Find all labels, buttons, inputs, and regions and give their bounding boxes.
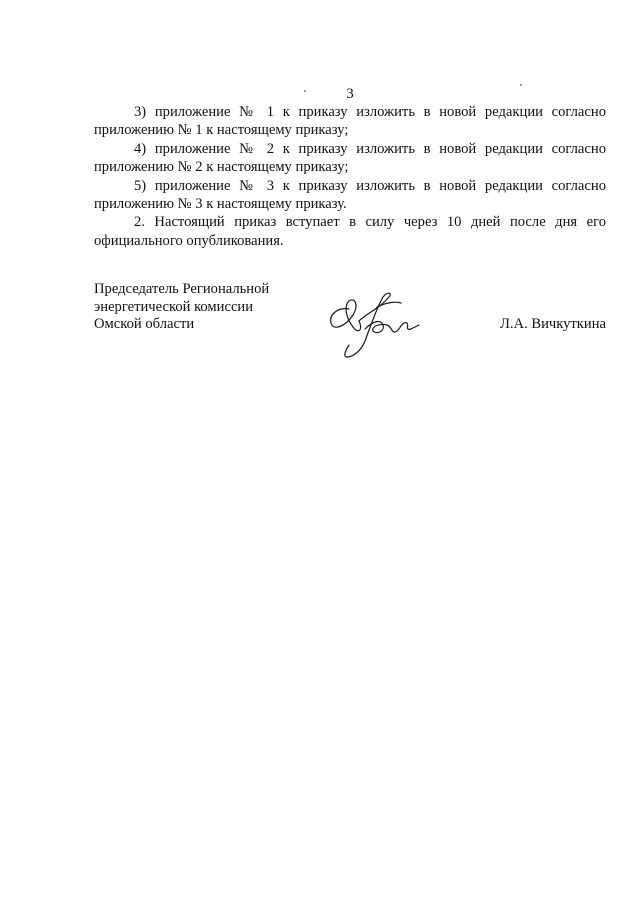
paragraph: 3) приложение № 1 к приказу изложить в новой редакции согласно приложению № 1 к настоящему приказу; [94, 104, 606, 139]
body-text [94, 103, 606, 250]
signature-strokes [331, 293, 419, 357]
signature-block [94, 281, 606, 381]
signer-title-line: энергетической комиссии [94, 298, 254, 315]
paragraph: 2. Настоящий приказ вступает в силу через 10 дней после дня его официального опубликования. [94, 214, 606, 249]
signer-name: Л.А. Вичкуткина [499, 316, 606, 332]
signer-title [94, 281, 269, 334]
paragraph: 4) приложение № 2 к приказу изложить в новой редакции согласно приложению № 2 к настоящему приказу; [94, 140, 606, 176]
page-number: 3 [346, 86, 354, 102]
signer-title-line: Председатель Региональной [94, 281, 270, 297]
signer-title-line: Омской области [94, 316, 195, 332]
handwritten-signature [319, 285, 439, 365]
paragraph: 5) приложение № 3 к приказу изложить в новой редакции согласно приложению № 3 к настоящему приказу. [94, 177, 606, 213]
